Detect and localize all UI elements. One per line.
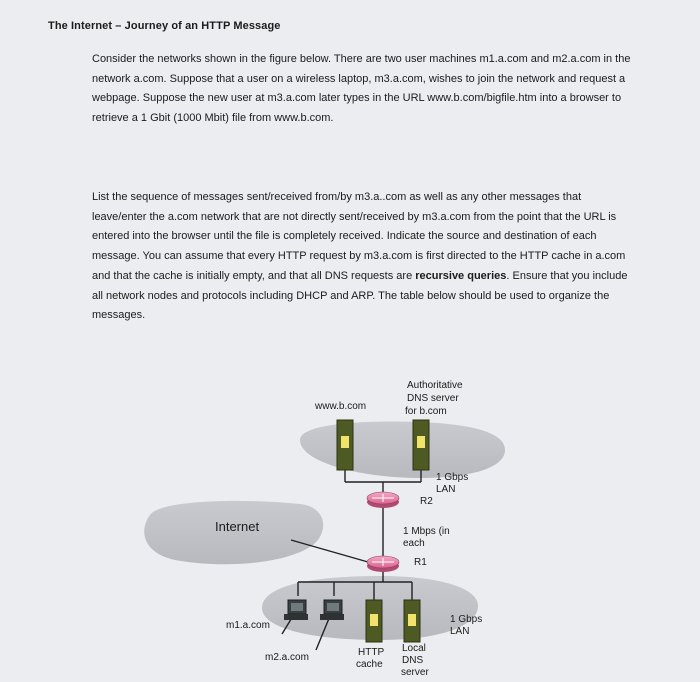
lan-b-cloud — [300, 422, 505, 478]
link-speed-label-2: each — [403, 538, 425, 549]
http-cache-label-2: cache — [356, 659, 383, 670]
local-dns-label-2: DNS — [402, 655, 424, 666]
m1-label: m1.a.com — [226, 620, 270, 631]
m2-label: m2.a.com — [265, 652, 309, 663]
router-r2-icon — [367, 492, 399, 508]
www-b-label: www.b.com — [315, 401, 367, 412]
auth-dns-server-icon — [413, 420, 429, 470]
http-cache-label-1: HTTP — [358, 647, 385, 658]
router-r1-label: R1 — [414, 557, 427, 568]
lan-a-type-label: LAN — [450, 626, 470, 637]
page-title: The Internet – Journey of an HTTP Message — [48, 20, 281, 32]
local-dns-label-1: Local — [402, 643, 426, 654]
router-r2-label: R2 — [420, 496, 433, 507]
http-cache-server-icon — [366, 600, 382, 642]
recursive-queries-emphasis: recursive queries — [415, 269, 507, 282]
m2-computer-icon — [320, 600, 344, 620]
lan-b-type-label: LAN — [436, 484, 456, 495]
local-dns-server-icon — [404, 600, 420, 642]
auth-dns-label-2: DNS server — [407, 393, 459, 404]
link-speed-label: 1 Mbps (in — [403, 526, 450, 537]
instructions-text-1: List the sequence of messages sent/received from/by m3.a..com as well as any other messages that leave/enter the a.com network that are not directly sent/received by m3.a.com from the point that the URL is entered into the browser until the file is completely received. Indicate the source and destination of each message. You can assume that every HTTP request by m3.a.com is first directed to the HTTP cache in a.com and that the cache is initially empty, and that all DNS requests are — [92, 191, 626, 282]
router-r1-icon — [367, 556, 399, 572]
local-dns-label-3: server — [401, 667, 429, 678]
lan-a-speed-label: 1 Gbps — [450, 614, 483, 625]
problem-description: Consider the networks shown in the figure below. There are two user machines m1.a.com and m2.a.com in the network a.com. Suppose that a user on a wireless laptop, m3.a.com, wishes to join the network and request a webpage. Suppose the new user at m3.a.com later types in the URL www.b.com/bigfile.htm into a browser to retrieve a 1 Gbit (1000 Mbit) file from www.b.com. — [92, 53, 631, 125]
internet-label: Internet — [215, 519, 260, 534]
instructions-text-2: . Ensure that you include all network nodes and protocols including DHCP and ARP. The table below should be used to organize the messages. — [92, 269, 628, 322]
auth-dns-label-1: Authoritative — [407, 380, 463, 391]
www-b-server-icon — [337, 420, 353, 470]
lan-b-speed-label: 1 Gbps — [436, 472, 469, 483]
auth-dns-label-3: for b.com — [405, 406, 447, 417]
m1-computer-icon — [284, 600, 308, 620]
